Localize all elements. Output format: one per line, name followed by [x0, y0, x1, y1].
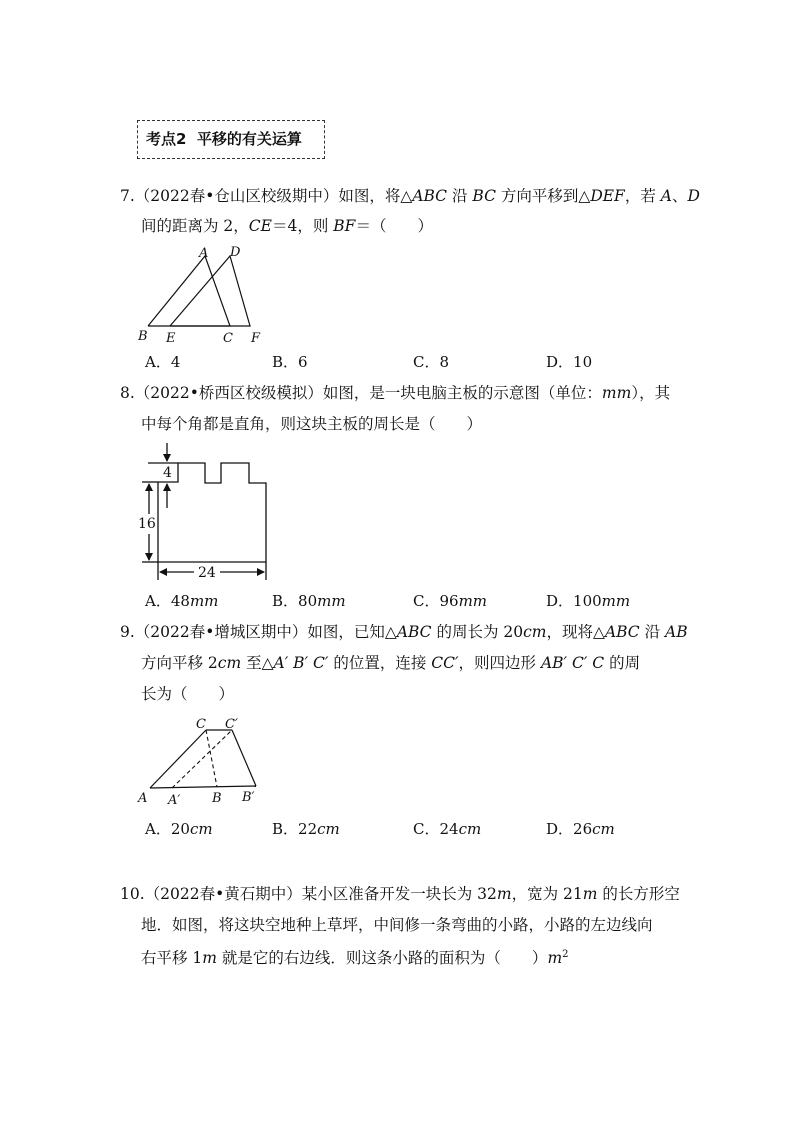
- option-9a[interactable]: A．20cm: [145, 820, 213, 838]
- figure-q9-translation: [134, 712, 274, 808]
- question-10-line-3: 右平移 1m 就是它的右边线．则这条小路的面积为（ ）$m^2$: [141, 949, 569, 968]
- question-9-line-2: 方向平移 2cm 至△A′ B′ C′ 的位置，连接 CC′，则四边形 AB′ C′ C 的周: [141, 654, 641, 672]
- question-number: 7.: [120, 187, 135, 205]
- section-title: 平移的有关运算: [196, 130, 302, 148]
- question-7-line-2: 间的距离为 2，CE＝4，则 BF＝（ ）: [141, 217, 433, 235]
- option-8c[interactable]: C．96mm: [413, 592, 488, 610]
- question-9-line-3: 长为（ ）: [141, 685, 235, 703]
- option-9d[interactable]: D．26cm: [546, 820, 615, 838]
- dashed-a1c1: [172, 730, 232, 788]
- option-7c[interactable]: C．8: [413, 353, 450, 371]
- dashed-cb: [206, 730, 217, 787]
- question-number: 8.: [120, 384, 135, 402]
- question-source: （2022•桥西区校级模拟）: [134, 384, 323, 402]
- question-source: （2022春•仓山区校级期中）: [134, 187, 339, 205]
- label-a: A: [199, 246, 209, 261]
- section-header: [137, 120, 325, 159]
- option-7b[interactable]: B．6: [272, 353, 308, 371]
- question-source: （2022春•增城区期中）: [134, 623, 308, 641]
- dim-label-left: 16: [138, 516, 156, 532]
- figure-q7-triangles: [130, 242, 280, 348]
- question-8-line-2: 中每个角都是直角，则这块主板的周长是（ ）: [141, 415, 483, 433]
- side-c1b1: [232, 730, 256, 786]
- option-9b[interactable]: B．22cm: [272, 820, 340, 838]
- side-ab1: [150, 786, 256, 788]
- question-10-line-2: 地．如图，将这块空地种上草坪，中间修一条弯曲的小路，小路的左边线向: [141, 916, 653, 934]
- question-number: 10.: [120, 885, 145, 903]
- option-8a[interactable]: A．48mm: [145, 592, 219, 610]
- triangle-def: [170, 256, 250, 326]
- question-source: （2022春•黄石期中）: [144, 885, 302, 903]
- label-c: C: [223, 331, 233, 346]
- dim-label-top: 4: [163, 465, 172, 481]
- label-b: B: [138, 329, 148, 344]
- label-b: B: [212, 791, 222, 806]
- figure-q8-motherboard: [134, 440, 274, 584]
- question-9-line-1: 9.（2022春•增城区期中）如图，已知△ABC 的周长为 20cm，现将△ABC 沿 AB: [120, 623, 688, 641]
- option-9c[interactable]: C．24cm: [413, 820, 482, 838]
- label-b-prime: B′: [242, 790, 255, 805]
- option-8d[interactable]: D．100mm: [546, 592, 631, 610]
- question-7-line-1: 7.（2022春•仓山区校级期中）如图，将△ABC 沿 BC 方向平移到△DEF，若 A、D: [120, 187, 700, 205]
- dim-label-bottom: 24: [198, 565, 216, 581]
- option-7d[interactable]: D．10: [546, 353, 593, 371]
- label-a: A: [138, 791, 148, 806]
- triangle-abc: [148, 256, 230, 326]
- question-8-line-1: 8.（2022•桥西区校级模拟）如图，是一块电脑主板的示意图（单位：mm），其: [120, 384, 671, 402]
- option-7a[interactable]: A．4: [145, 353, 181, 371]
- option-8b[interactable]: B．80mm: [272, 592, 346, 610]
- side-ac: [150, 730, 206, 788]
- board-outline: [158, 463, 266, 562]
- label-f: F: [251, 331, 261, 346]
- label-e: E: [166, 331, 176, 346]
- question-number: 9.: [120, 623, 135, 641]
- label-a-prime: A′: [168, 793, 181, 808]
- label-d: D: [230, 245, 241, 260]
- section-label: 考点2: [146, 130, 187, 148]
- label-c-prime: C′: [225, 717, 238, 732]
- question-10-line-1: 10.（2022春•黄石期中）某小区准备开发一块长为 32m，宽为 21m 的长方形空: [120, 885, 680, 903]
- label-c: C: [196, 717, 206, 732]
